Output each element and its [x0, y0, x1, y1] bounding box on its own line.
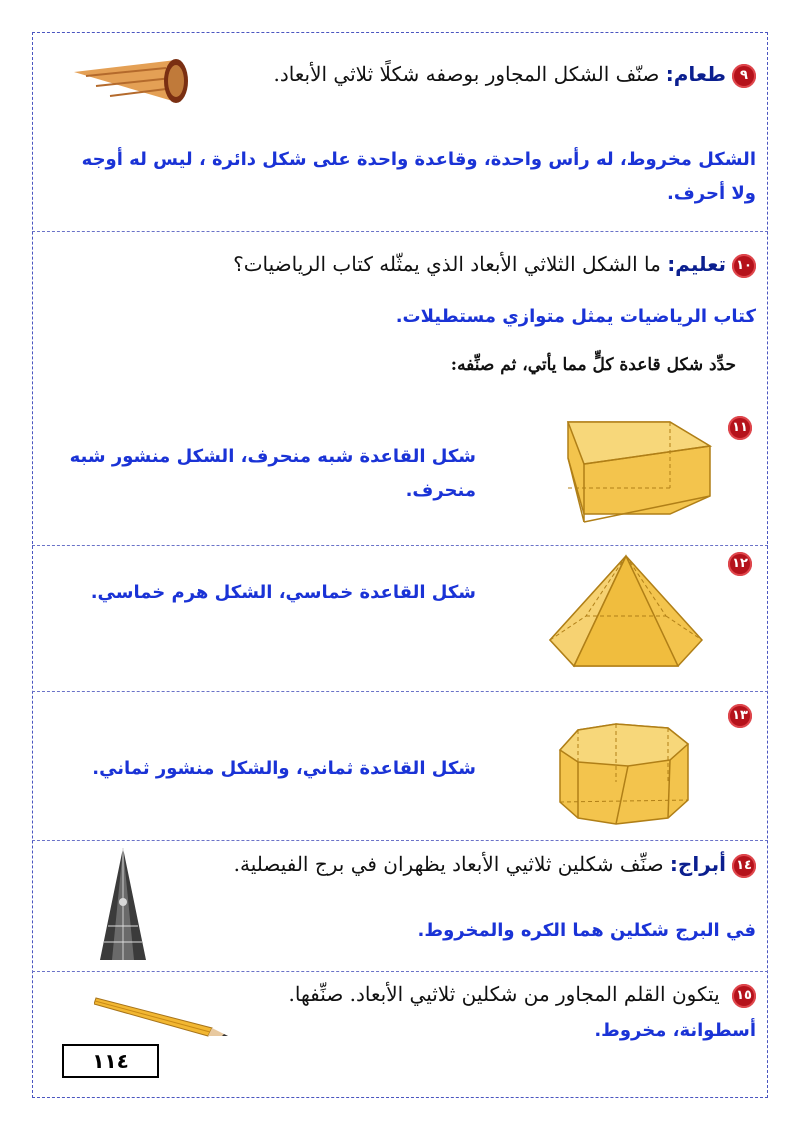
q12-number-badge: ١٢ [728, 552, 752, 576]
q15-prompt [289, 982, 757, 1008]
instruction-text: حدِّد شكل قاعدة كلٍّ مما يأتي، ثم صنِّفه: [450, 355, 736, 375]
divider [32, 545, 768, 546]
q14-keyword: أبراج: [669, 852, 726, 876]
q9-answer: الشكل مخروط، له رأس واحدة، وقاعدة واحدة على شكل دائرة ، ليس له أوجه ولا أحرف. [81, 149, 756, 204]
octagonal-prism-image [556, 720, 692, 832]
q13-badge-wrap [722, 704, 752, 728]
q15-answer: أسطوانة، مخروط. [594, 1020, 756, 1041]
q10-text: ما الشكل الثلاثي الأبعاد الذي يمثّله كتاب الرياضيات؟ [233, 252, 668, 276]
q11-answer: شكل القاعدة شبه منحرف، الشكل منشور شبه منحرف. [69, 446, 476, 501]
faisaliah-tower-image [94, 846, 152, 962]
divider [32, 971, 768, 972]
pentagonal-pyramid-image [546, 552, 706, 674]
q10-prompt [233, 252, 756, 278]
q10-keyword: تعليم: [667, 252, 726, 276]
pencil-image [94, 994, 230, 1040]
trapezoidal-prism-image [560, 418, 720, 528]
divider [32, 840, 768, 841]
q12-answer: شكل القاعدة خماسي، الشكل هرم خماسي. [90, 582, 476, 603]
q12-badge-wrap [722, 552, 752, 576]
q10-number-badge: ١٠ [732, 254, 756, 278]
q9-keyword: طعام: [665, 62, 726, 86]
q14-prompt [234, 852, 756, 878]
q11-number-badge: ١١ [728, 416, 752, 440]
q15-text: يتكون القلم المجاور من شكلين ثلاثيي الأبعاد. صنِّفها. [288, 982, 726, 1006]
divider [32, 691, 768, 692]
page-number: ١١٤ [62, 1044, 159, 1078]
q9-text: صنّف الشكل المجاور بوصفه شكلًا ثلاثي الأبعاد. [273, 62, 666, 86]
q9-prompt [274, 62, 756, 88]
ice-cream-cone-image [66, 52, 196, 124]
q11-badge-wrap [722, 416, 752, 440]
q14-number-badge: ١٤ [732, 854, 756, 878]
q13-answer: شكل القاعدة ثماني، والشكل منشور ثماني. [92, 758, 476, 779]
q13-number-badge: ١٣ [728, 704, 752, 728]
q14-text: صنِّف شكلين ثلاثيي الأبعاد يظهران في برج الفيصلية. [233, 852, 670, 876]
divider [32, 231, 768, 232]
q10-answer: كتاب الرياضيات يمثل متوازي مستطيلات. [395, 306, 756, 327]
q15-number-badge: ١٥ [732, 984, 756, 1008]
q9-number-badge: ٩ [732, 64, 756, 88]
q14-answer: في البرج شكلين هما الكره والمخروط. [417, 920, 756, 941]
